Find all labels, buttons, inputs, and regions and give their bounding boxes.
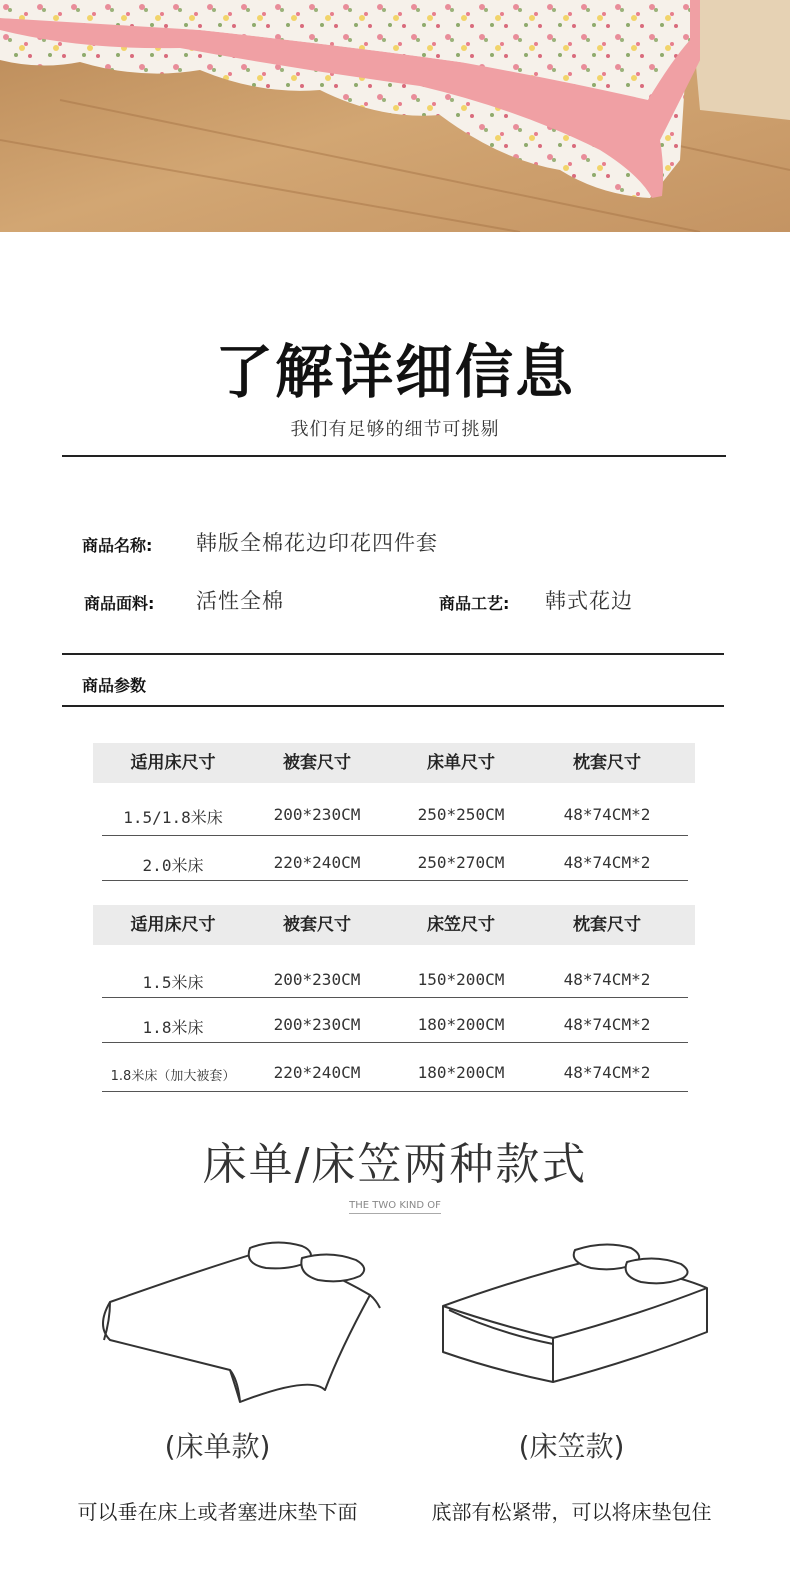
- cell-bed-size: 1.5/1.8米床: [123, 808, 223, 827]
- page-subtitle: 我们有足够的细节可挑剔: [290, 419, 500, 440]
- page-title: 了解详细信息: [214, 338, 575, 406]
- styles-title: 床单/床笠两种款式: [202, 1139, 588, 1190]
- styles-subtitle-text: THE TWO KIND OF: [349, 1200, 441, 1214]
- header-sheet-size: 床单尺寸: [427, 753, 495, 773]
- flat-sheet-caption: (床单款): [164, 1430, 271, 1463]
- cell-sheet-size: 250*250CM: [417, 805, 505, 824]
- row-divider: [102, 1042, 688, 1043]
- header-bed-size: 适用床尺寸: [130, 915, 216, 935]
- craft-label: 商品工艺:: [439, 594, 510, 613]
- header-fitted-size: 床笠尺寸: [427, 915, 495, 935]
- cell-bed-size: 2.0米床: [142, 856, 204, 875]
- cell-duvet-size: 200*230CM: [273, 1015, 361, 1034]
- cell-pillow-size: 48*74CM*2: [563, 1015, 651, 1034]
- divider: [62, 705, 724, 707]
- product-photo: [0, 0, 790, 232]
- styles-subtitle: [0, 1200, 790, 1211]
- cell-duvet-size: 200*230CM: [273, 805, 361, 824]
- cell-fitted-size: 180*200CM: [417, 1015, 505, 1034]
- cell-pillow-size: 48*74CM*2: [563, 853, 651, 872]
- name-value: 韩版全棉花边印花四件套: [196, 531, 438, 555]
- header-pillow-size: 枕套尺寸: [573, 753, 641, 773]
- fitted-sheet-caption: (床笠款): [518, 1430, 625, 1463]
- cell-sheet-size: 250*270CM: [417, 853, 505, 872]
- header-duvet-size: 被套尺寸: [283, 753, 351, 773]
- row-divider: [102, 997, 688, 998]
- cell-bed-size: 1.8米床: [142, 1018, 204, 1037]
- cell-duvet-size: 220*240CM: [273, 1063, 361, 1082]
- fitted-sheet-illustration: [435, 1240, 715, 1410]
- cell-pillow-size: 48*74CM*2: [563, 805, 651, 824]
- cell-fitted-size: 150*200CM: [417, 970, 505, 989]
- fabric-label: 商品面料:: [84, 594, 155, 613]
- cell-pillow-size: 48*74CM*2: [563, 970, 651, 989]
- cell-pillow-size: 48*74CM*2: [563, 1063, 651, 1082]
- header-pillow-size: 枕套尺寸: [573, 915, 641, 935]
- cell-bed-size: 1.8米床（加大被套）: [110, 1069, 236, 1084]
- cell-bed-size: 1.5米床: [142, 973, 204, 992]
- divider: [62, 455, 726, 457]
- row-divider: [102, 880, 688, 881]
- header-bed-size: 适用床尺寸: [130, 753, 216, 773]
- fitted-sheet-description: 底部有松紧带，可以将床垫包住: [431, 1500, 712, 1524]
- cell-fitted-size: 180*200CM: [417, 1063, 505, 1082]
- row-divider: [102, 835, 688, 836]
- table-header: [93, 905, 695, 945]
- cell-duvet-size: 200*230CM: [273, 970, 361, 989]
- craft-value: 韩式花边: [545, 589, 633, 613]
- name-label: 商品名称:: [82, 536, 153, 555]
- params-label: 商品参数: [82, 676, 147, 695]
- row-divider: [102, 1091, 688, 1092]
- header-duvet-size: 被套尺寸: [283, 915, 351, 935]
- flat-sheet-illustration: [90, 1240, 390, 1420]
- fabric-value: 活性全棉: [196, 589, 284, 613]
- cell-duvet-size: 220*240CM: [273, 853, 361, 872]
- flat-sheet-description: 可以垂在床上或者塞进床垫下面: [77, 1500, 358, 1524]
- divider: [62, 653, 724, 655]
- table-header: [93, 743, 695, 783]
